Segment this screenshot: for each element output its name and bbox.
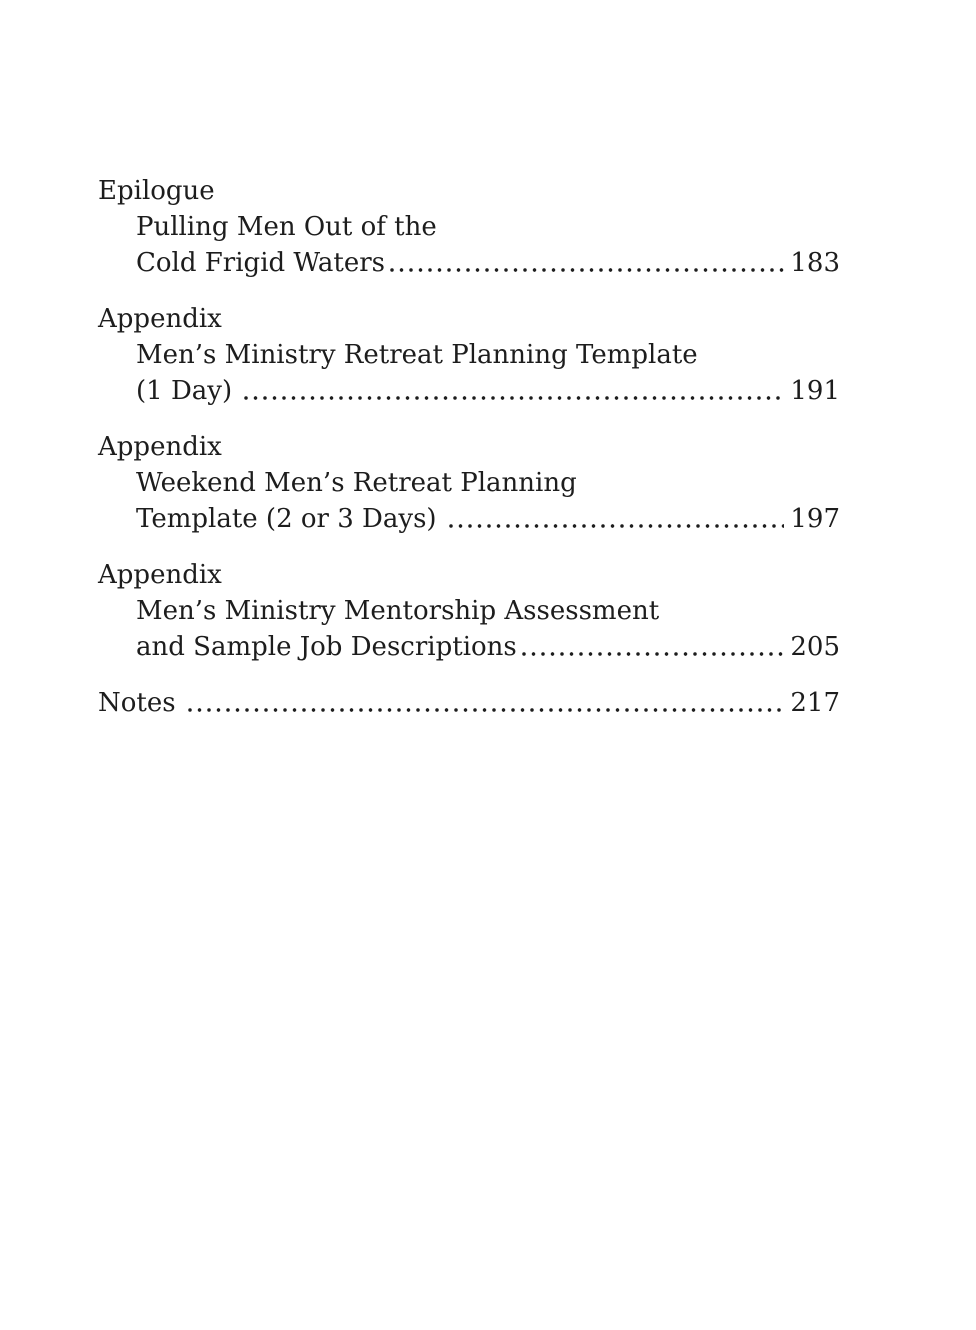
page-number: 183 <box>790 248 840 278</box>
page-number: 205 <box>790 632 840 662</box>
toc-entry-heading: Appendix <box>98 560 222 590</box>
toc-entry-pageline <box>98 501 840 537</box>
toc-entry <box>98 173 840 281</box>
toc-entry <box>98 429 840 537</box>
dot-leader <box>520 629 785 665</box>
toc-entry-subtitle: Pulling Men Out of the <box>136 212 437 242</box>
dot-leader <box>388 245 784 281</box>
toc-entry-leader-text: (1 Day) <box>136 376 233 406</box>
toc-entry-leader-text: and Sample Job Descriptions <box>136 632 517 662</box>
toc-entry-leader-text: Template (2 or 3 Days) <box>136 504 437 534</box>
toc-entry-leader-text: Cold Frigid Waters <box>136 248 385 278</box>
dot-leader <box>447 501 785 537</box>
dot-leader <box>242 373 784 409</box>
toc-entry-pageline <box>98 629 840 665</box>
dot-leader <box>186 685 785 721</box>
toc-entry <box>98 301 840 409</box>
toc-entry <box>98 557 840 665</box>
page-number: 197 <box>790 504 840 534</box>
toc-entry-subtitle: Men’s Ministry Mentorship Assessment <box>136 596 660 626</box>
toc-entry-heading: Epilogue <box>98 176 215 206</box>
page-number: 217 <box>790 688 840 718</box>
toc-entry-pageline <box>98 245 840 281</box>
page-number: 191 <box>790 376 840 406</box>
toc-entry-subtitle: Men’s Ministry Retreat Planning Template <box>136 340 698 370</box>
toc-entry <box>98 685 840 721</box>
toc-entry-leader-text: Notes <box>98 688 176 718</box>
toc-entry-subtitle: Weekend Men’s Retreat Planning <box>136 468 577 498</box>
toc-entry-heading: Appendix <box>98 432 222 462</box>
toc-entry-pageline <box>98 685 840 721</box>
toc-entry-pageline <box>98 373 840 409</box>
toc-entry-heading: Appendix <box>98 304 222 334</box>
toc-page <box>98 173 840 741</box>
